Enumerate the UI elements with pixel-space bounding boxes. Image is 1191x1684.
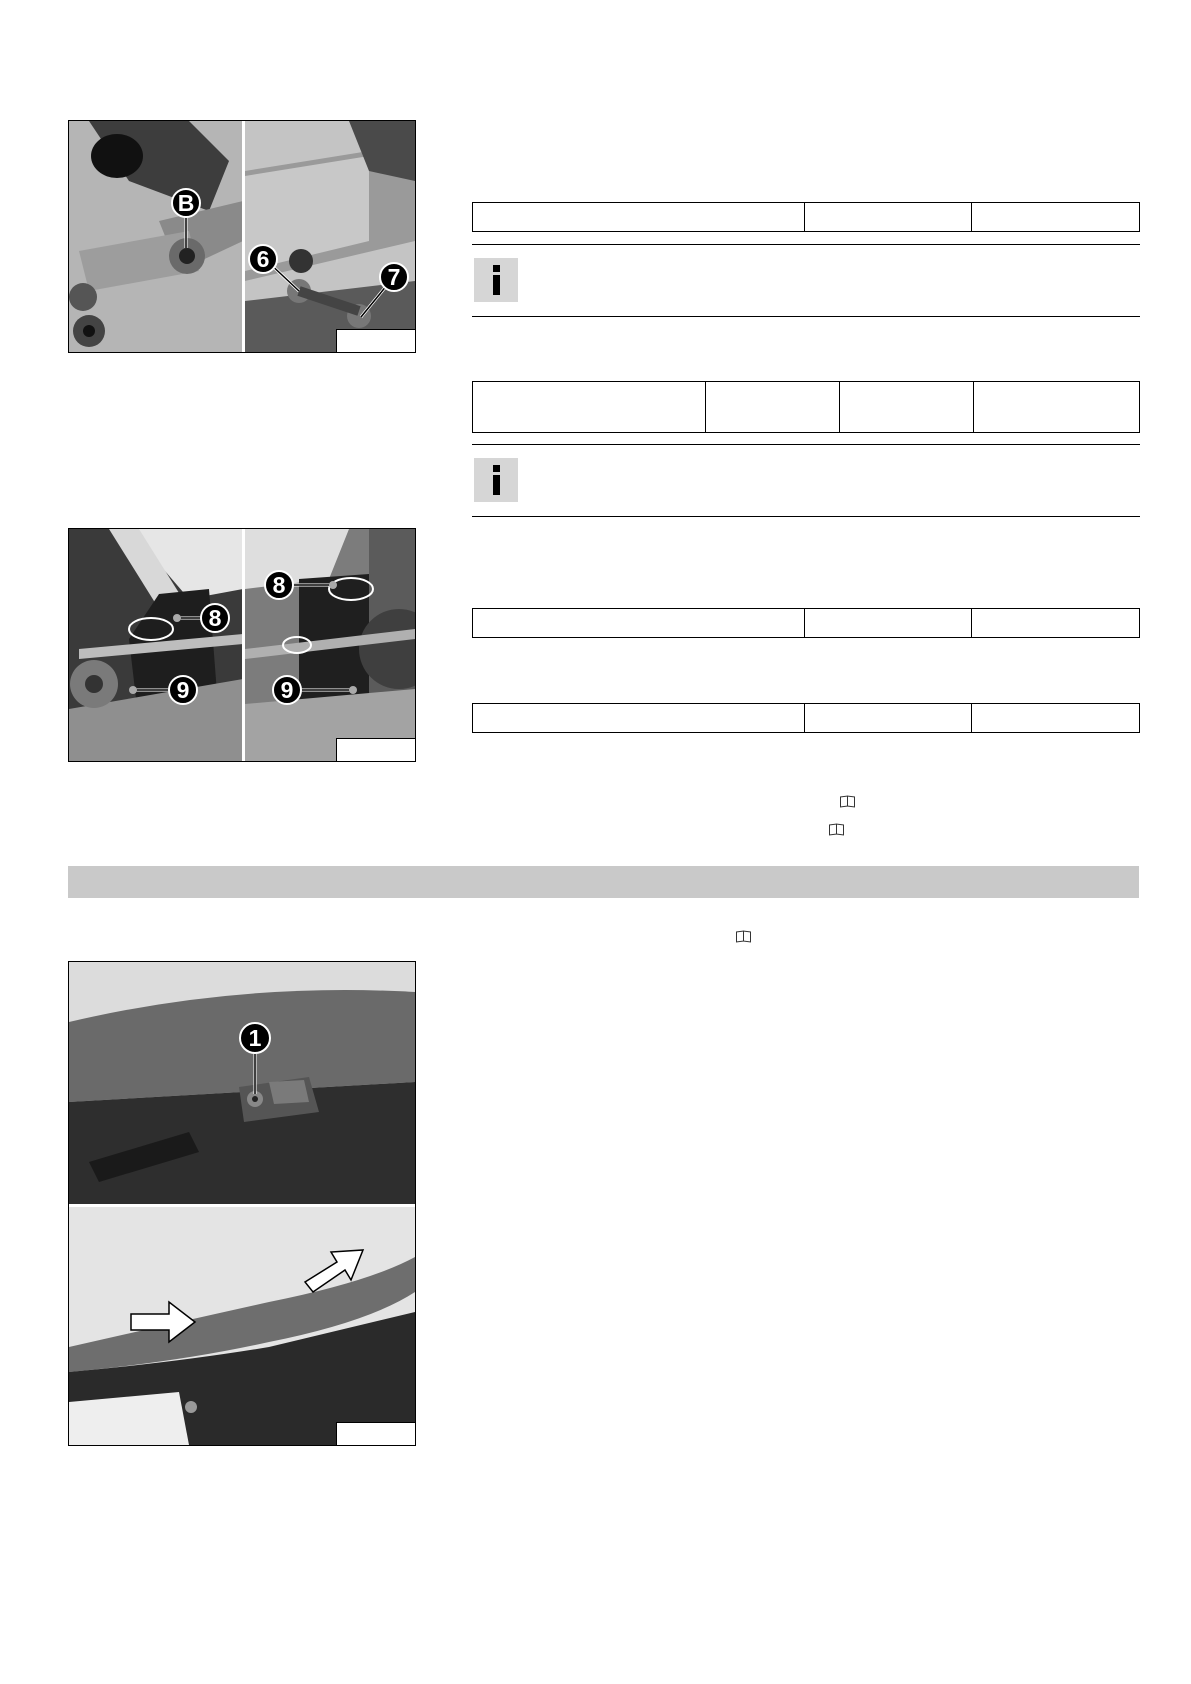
spec-table-2-cell-4 (974, 382, 1140, 433)
info-icon (474, 458, 518, 502)
spec-table-2-cell-1 (473, 382, 706, 433)
spec-table-2-cell-3 (840, 382, 974, 433)
callout-1: 1 (248, 1025, 262, 1051)
section-header-bar (68, 866, 1139, 898)
callout-b: B (177, 190, 195, 216)
book-reference-icon[interactable] (840, 796, 856, 807)
figure-2-code-box (336, 738, 415, 761)
figure-1-photo (68, 120, 416, 353)
callout-8: 8 (272, 572, 286, 598)
figure-1-illustration (69, 121, 415, 352)
book-reference-icon[interactable] (829, 824, 845, 835)
spec-table-2 (472, 381, 1140, 433)
spec-table-4-cell-2 (805, 704, 972, 733)
figure-2-illustration (69, 529, 415, 761)
spec-table-2-cell-2 (706, 382, 840, 433)
callout-9: 9 (280, 677, 294, 703)
figure-3-code-box (336, 1422, 415, 1445)
spec-table-1-cell-3 (972, 203, 1140, 232)
spec-table-4-cell-3 (972, 704, 1140, 733)
figure-2-photo (68, 528, 416, 762)
callout-8: 8 (208, 605, 222, 631)
spec-table-1 (472, 202, 1140, 232)
spec-table-1-cell-2 (805, 203, 972, 232)
spec-table-4 (472, 703, 1140, 733)
spec-table-1-cell-1 (473, 203, 805, 232)
info-note-2 (472, 444, 1140, 517)
spec-table-3-cell-1 (473, 609, 805, 638)
callout-9: 9 (176, 677, 190, 703)
callout-7: 7 (387, 264, 401, 290)
figure-1-code-box (336, 329, 415, 352)
spec-table-3-cell-2 (805, 609, 972, 638)
info-note-1 (472, 244, 1140, 317)
callout-6: 6 (256, 246, 270, 272)
figure-3-illustration (69, 962, 415, 1445)
info-icon (474, 258, 518, 302)
spec-table-3 (472, 608, 1140, 638)
spec-table-3-cell-3 (972, 609, 1140, 638)
figure-3-photo (68, 961, 416, 1446)
book-reference-icon[interactable] (736, 931, 752, 942)
spec-table-4-cell-1 (473, 704, 805, 733)
